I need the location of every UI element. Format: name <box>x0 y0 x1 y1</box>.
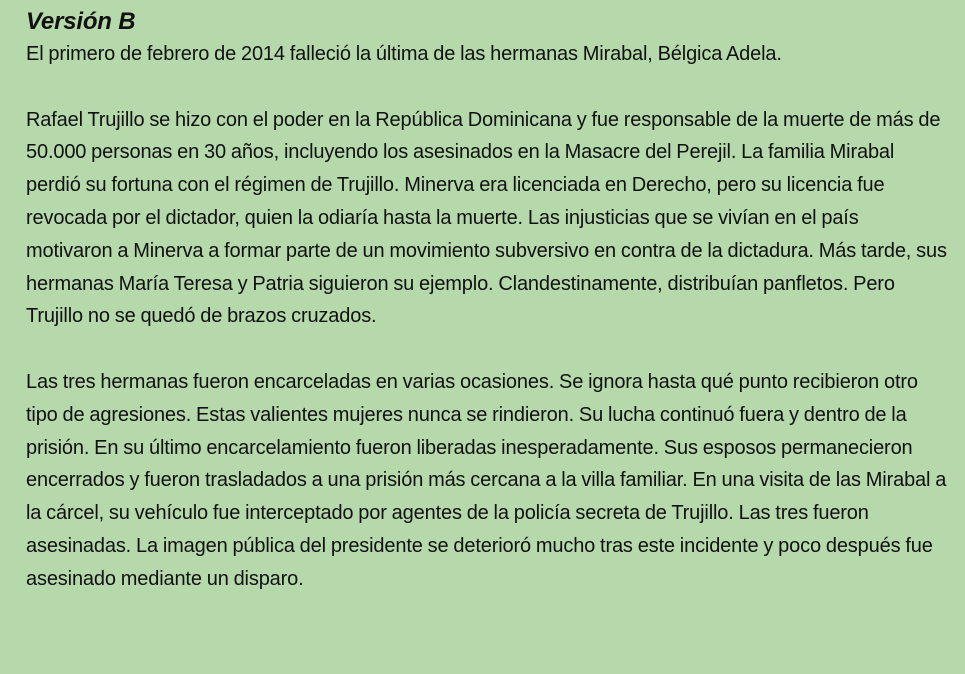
paragraph-intro: El primero de febrero de 2014 falleció la última de las hermanas Mirabal, Bélgica Adela. <box>26 43 782 65</box>
version-title: Versión B <box>26 8 136 35</box>
paragraph-trujillo-regime: Rafael Trujillo se hizo con el poder en la República Dominicana y fue responsable de la muerte de más de 50.000 personas en 30 años, incluyendo los asesinados en la Masacre del Perejil. La familia Mirabal perdió su fortuna con el régimen de Trujillo. Minerva era licenciada en Derecho, pero su licencia fue revocada por el dictador, quien la odiaría hasta la muerte. Las injusticias que se vivían en el país motivaron a Minerva a formar parte de un movimiento subversivo en contra de la dictadura. Más tarde, sus hermanas María Teresa y Patria siguieron su ejemplo. Clandestinamente, distribuían panfletos. Pero Trujillo no se quedó de brazos cruzados. <box>26 108 947 328</box>
paragraph-imprisonment: Las tres hermanas fueron encarceladas en varias ocasiones. Se ignora hasta qué punto recibieron otro tipo de agresiones. Estas valientes mujeres nunca se rindieron. Su lucha continuó fuera y dentro de la prisión. En su último encarcelamiento fueron liberadas inesperadamente. Sus esposos permanecieron encerrados y fueron trasladados a una prisión más cercana a la villa familiar. En una visita de las Mirabal a la cárcel, su vehículo fue interceptado por agentes de la policía secreta de Trujillo. Las tres fueron asesinadas. La imagen pública del presidente se deterioró mucho tras este incidente y poco después fue asesinado mediante un disparo. <box>26 370 947 590</box>
